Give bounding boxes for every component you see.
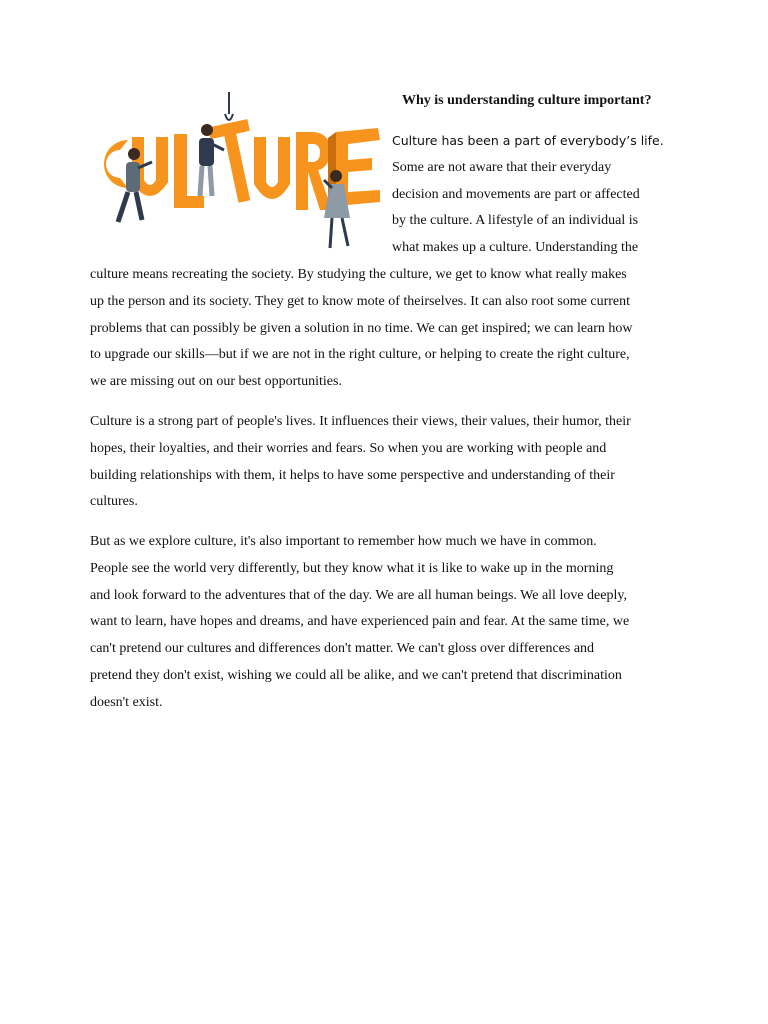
paragraph-line: Culture has been a part of everybody’s life. bbox=[392, 133, 664, 148]
paragraph-line: we are missing out on our best opportunities. bbox=[90, 374, 342, 390]
paragraph-line: doesn't exist. bbox=[90, 694, 163, 710]
paragraph-line: Some are not aware that their everyday bbox=[392, 159, 612, 175]
paragraph-line: by the culture. A lifestyle of an individual is bbox=[392, 213, 639, 229]
paragraph-line: cultures. bbox=[90, 494, 138, 510]
paragraph-line: People see the world very differently, but they know what it is like to wake up in the morning bbox=[90, 560, 614, 576]
paragraph-1-continued bbox=[90, 262, 633, 396]
letter-c-icon bbox=[104, 140, 128, 188]
letter-u2-icon bbox=[254, 137, 290, 199]
paragraph-2 bbox=[90, 409, 631, 516]
heading: Why is understanding culture important? bbox=[402, 93, 652, 108]
paragraph-line: to upgrade our skills—but if we are not in the right culture, or helping to create the right culture, bbox=[90, 347, 630, 363]
hook-icon bbox=[225, 114, 233, 120]
paragraph-line: what makes up a culture. Understanding the bbox=[392, 240, 639, 256]
paragraph-line: hopes, their loyalties, and their worries and fears. So when you are working with people and bbox=[90, 440, 607, 456]
paragraph-line: But as we explore culture, it's also important to remember how much we have in common. bbox=[90, 534, 597, 549]
letter-r-icon bbox=[296, 132, 332, 210]
paragraph-line: up the person and its society. They get to know mote of theirselves. It can also root some current bbox=[90, 293, 631, 309]
paragraph-line: Culture is a strong part of people's lives. It influences their views, their values, their humor, their bbox=[90, 414, 631, 429]
paragraph-line: problems that can possibly be given a solution in no time. We can get inspired; we can learn how bbox=[90, 320, 633, 336]
paragraph-line: want to learn, have hopes and dreams, and have experienced pain and fear. At the same time, we bbox=[90, 614, 630, 630]
paragraph-line: and look forward to the adventures that of the day. We are all human beings. We all love deeply, bbox=[90, 587, 627, 603]
paragraph-1-intro bbox=[392, 128, 664, 262]
paragraph-line: can't pretend our cultures and differences don't matter. We can't gloss over differences and bbox=[90, 641, 595, 657]
paragraph-line: culture means recreating the society. By studying the culture, we get to know what really makes bbox=[90, 267, 627, 282]
paragraph-line: decision and movements are part or affected bbox=[392, 186, 640, 202]
paragraph-line: pretend they don't exist, wishing we could all be alike, and we can't pretend that discrimination bbox=[90, 667, 622, 683]
paragraph-line: building relationships with them, it helps to have some perspective and understanding of their bbox=[90, 467, 615, 483]
culture-illustration bbox=[88, 92, 384, 252]
paragraph-3 bbox=[90, 529, 629, 717]
